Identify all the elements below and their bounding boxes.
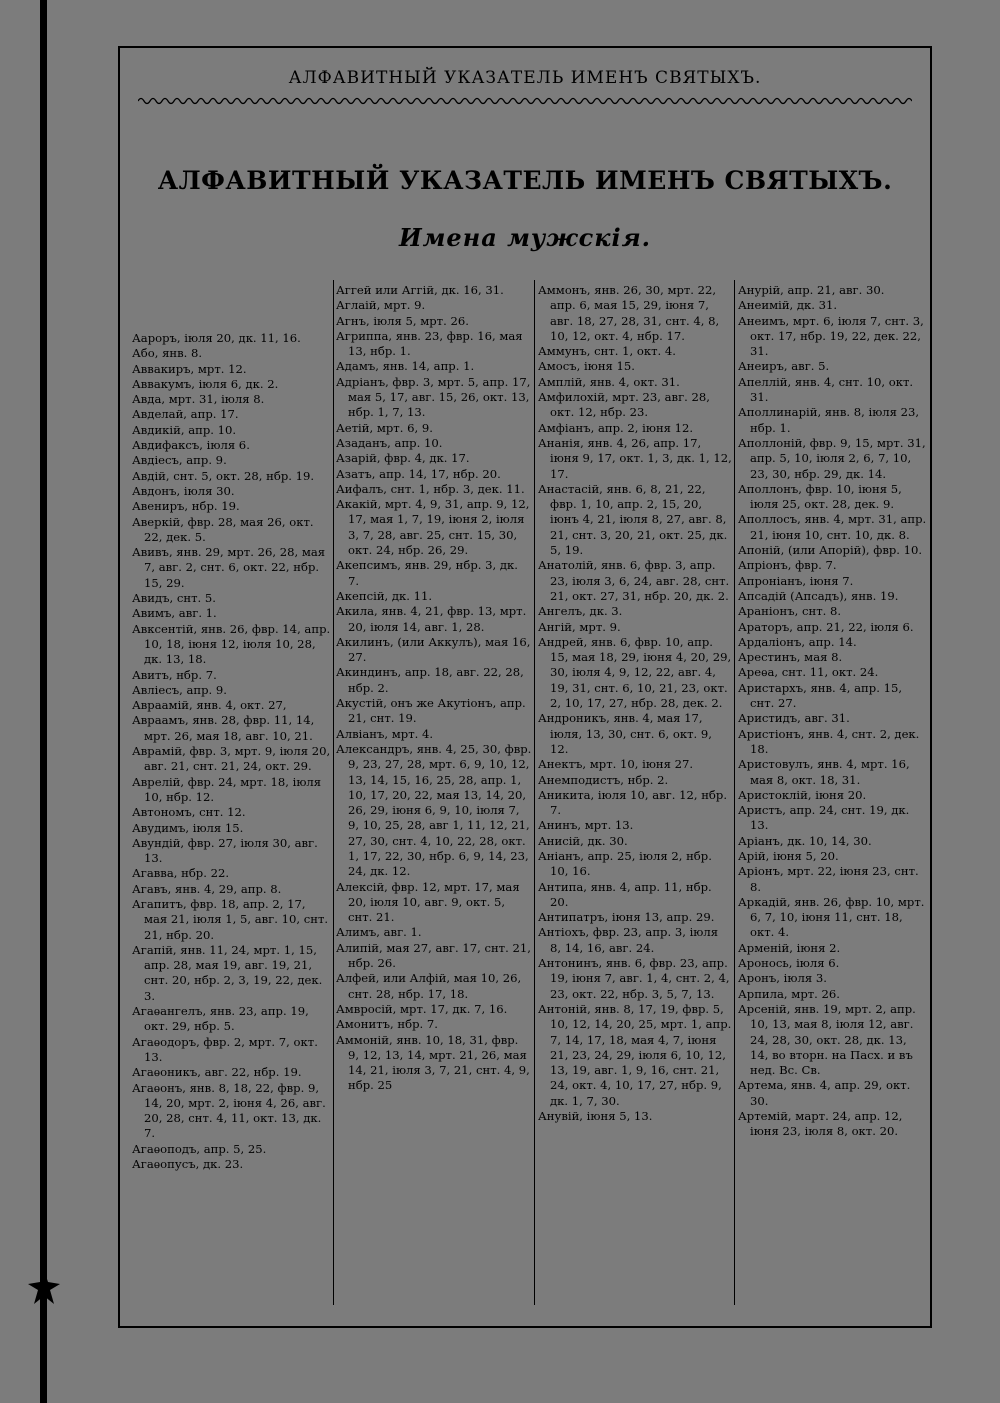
index-entry: Акиндинъ, апр. 18, авг. 22, 28, нбр. 2.: [336, 665, 524, 695]
index-entry: Авундій, фвр. 27, іюля 30, авг. 13.: [132, 835, 318, 866]
index-entry: Аристъ, апр. 24, снт. 19, дк. 13.: [738, 803, 910, 833]
index-entry: Аммоній, янв. 10, 18, 31, фвр. 9, 12, 13, 14, мрт. 21, 26, мая 14, 21, іюля 3, 7, 21, снт. 4, 9, нбр. 25: [336, 1032, 530, 1093]
index-entry: Адамъ, янв. 14, апр. 1.: [336, 359, 475, 374]
index-entry: Аврамій, фвр. 3, мрт. 9, іюля 20, авг. 21, снт. 21, 24, окт. 29.: [132, 744, 331, 774]
index-entry: Аникита, іюля 10, авг. 12, нбр. 7.: [538, 787, 728, 818]
index-entry: Агриппа, янв. 23, фвр. 16, мая 13, нбр. 1.: [336, 328, 523, 359]
index-entry: Авксентій, янв. 26, фвр. 14, апр. 10, 18, іюня 12, іюля 10, 28, дк. 13, 18.: [132, 621, 331, 667]
index-entry: Аронъ, іюля 3.: [738, 971, 827, 986]
document-page: [118, 46, 932, 1328]
index-columns: [120, 283, 930, 1303]
index-entry: Авраамъ, янв. 28, фвр. 11, 14, мрт. 26, мая 18, авг. 10, 21.: [132, 713, 315, 743]
index-column-2: [336, 283, 532, 1303]
index-entry: Анувій, іюня 5, 13.: [538, 1109, 653, 1124]
index-entry: Апроніанъ, іюня 7.: [738, 573, 854, 588]
index-entry: Акакій, мрт. 4, 9, 31, апр. 9, 12, 17, мая 1, 7, 19, іюня 2, іюля 3, 7, 28, авг. 25, снт. 15, 30, окт. 24, нбр. 26, 29.: [336, 497, 530, 558]
index-entry: Анектъ, мрт. 10, іюня 27.: [538, 757, 694, 772]
index-entry: Араніонъ, снт. 8.: [738, 604, 842, 619]
index-entry: Адріанъ, фвр. 3, мрт. 5, апр. 17, мая 5, 17, авг. 15, 26, окт. 13, нбр. 1, 7, 13.: [336, 374, 531, 420]
index-entry: Антоній, янв. 8, 17, 19, фвр. 5, 10, 12, 14, 20, 25, мрт. 1, апр. 7, 14, 17, 18, мая 4, 7, іюня 21, 23, 24, 29, іюля 6, 10, 12, 13, 19, авг. 1, 9, 16, снт. 21, 24, окт. 4, 10, 17, 27, нбр. 9, дк. 1, 7, 30.: [538, 1001, 732, 1108]
index-entry: Аввакиръ, мрт. 12.: [132, 361, 247, 376]
index-entry: Авудимъ, іюля 15.: [132, 820, 244, 835]
index-entry: Анеиръ, авг. 5.: [738, 359, 830, 374]
index-entry: Арестинъ, мая 8.: [738, 650, 843, 665]
section-subtitle: Имена мужскія.: [398, 223, 652, 252]
index-entry: Алимъ, авг. 1.: [336, 925, 422, 940]
index-entry: Агаѳопусъ, дк. 23.: [132, 1157, 244, 1172]
index-column-4: [738, 283, 928, 1303]
index-entry: Андроникъ, янв. 4, мая 17, іюля, 13, 30, снт. 6, окт. 9, 12.: [538, 711, 712, 756]
index-entry: Апеллій, янв. 4, снт. 10, окт. 31.: [738, 374, 914, 405]
index-entry: Ареѳа, снт. 11, окт. 24.: [738, 665, 879, 680]
index-entry: Авдій, снт. 5, окт. 28, нбр. 19.: [132, 468, 315, 483]
ornament-icon: [26, 1268, 62, 1308]
index-entry: Ананія, янв. 4, 26, апр. 17, іюня 9, 17, окт. 1, 3, дк. 1, 12, 17.: [538, 435, 732, 481]
index-entry: Алексій, фвр. 12, мрт. 17, мая 20, іюля 10, авг. 9, окт. 5, снт. 21.: [336, 879, 520, 925]
index-entry: Андрей, янв. 6, фвр. 10, апр. 15, мая 18, 29, іюня 4, 20, 29, 30, іюля 4, 9, 12, 22, авг. 4, 19, 31, снт. 6, 10, 21, 23, окт. 2, 10, 17, 27, нбр. 28, дек. 2.: [538, 634, 732, 711]
index-entry: Азатъ, апр. 14, 17, нбр. 20.: [336, 466, 501, 481]
index-entry: Аристоклій, іюня 20.: [738, 787, 867, 802]
index-entry: Аристіонъ, янв. 4, снт. 2, дек. 18.: [738, 726, 920, 756]
main-title: АЛФАВИТНЫЙ УКАЗАТЕЛЬ ИМЕНЪ СВЯТЫХЪ.: [157, 166, 893, 195]
index-entry: Авделай, апр. 17.: [132, 407, 239, 422]
index-entry: Анисій, дк. 30.: [538, 833, 628, 848]
index-entry: Акилинъ, (или Аккулъ), мая 16, 27.: [336, 634, 531, 665]
index-entry: Антипа, янв. 4, апр. 11, нбр. 20.: [538, 879, 712, 909]
index-entry: Авидъ, снт. 5.: [132, 591, 216, 606]
index-entry: Акепсій, дк. 11.: [336, 588, 433, 603]
index-entry: Антонинъ, янв. 6, фвр. 23, апр. 19, іюня 7, авг. 1, 4, снт. 2, 4, 23, окт. 22, нбр. 3, 5, 7, 13.: [538, 956, 730, 1001]
index-entry: Антипатръ, іюня 13, апр. 29.: [538, 910, 715, 925]
index-entry: Акила, янв. 4, 21, фвр. 13, мрт. 20, іюля 14, авг. 1, 28.: [336, 604, 527, 634]
index-entry: Ардаліонъ, апр. 14.: [738, 634, 857, 649]
index-entry: Аніанъ, апр. 25, іюля 2, нбр. 10, 16.: [538, 848, 712, 879]
index-entry: Артемій, март. 24, апр. 12, іюня 23, іюля 8, окт. 20.: [738, 1109, 903, 1139]
index-entry: Акепсимъ, янв. 29, нбр. 3, дк. 7.: [336, 558, 518, 588]
index-entry: Авитъ, нбр. 7.: [132, 667, 217, 682]
index-entry: Аріанъ, дк. 10, 14, 30.: [738, 833, 872, 848]
index-entry: Аполлинарій, янв. 8, іюля 23, нбр. 1.: [738, 405, 920, 435]
index-entry: Аристидъ, авг. 31.: [738, 711, 850, 726]
index-entry: Анинъ, мрт. 13.: [538, 818, 634, 833]
index-entry: Апоній, (или Апорій), фвр. 10.: [738, 543, 923, 558]
index-entry: Амосъ, іюня 15.: [538, 359, 635, 374]
index-entry: Авимъ, авг. 1.: [132, 606, 217, 621]
index-entry: Азарій, фвр. 4, дк. 17.: [336, 451, 470, 466]
index-entry: Авраамій, янв. 4, окт. 27,: [132, 698, 287, 713]
index-entry: Александръ, янв. 4, 25, 30, фвр. 9, 23, 27, 28, мрт. 6, 9, 10, 12, 13, 14, 15, 16, 25, 28, апр. 1, 10, 17, 20, 22, мая 13, 14, 20, 26, 29, іюня 6, 9, 10, іюля 7, 9, 10, 25, 28, авг 1, 11, 12, 21, 27, 30, снт. 4, 10, 22, 28, окт. 1, 17, 22, 30, нбр. 6, 9, 14, 23, 24, дк. 12.: [336, 741, 532, 879]
index-entry: Анемподистъ, нбр. 2.: [538, 772, 669, 787]
index-entry: Аронось, іюля 6.: [738, 956, 840, 971]
index-entry: Аріонъ, мрт. 22, іюня 23, снт. 8.: [738, 864, 919, 894]
index-entry: Амвросій, мрт. 17, дк. 7, 16.: [336, 1001, 508, 1016]
index-entry: Алфей, или Алфій, мая 10, 26, снт. 28, нбр. 17, 18.: [336, 971, 522, 1001]
index-entry: Авдикій, апр. 10.: [132, 422, 237, 437]
index-column-1: [132, 331, 332, 1351]
index-entry: Аполлонъ, фвр. 10, іюня 5, іюля 25, окт. 28, дек. 9.: [738, 481, 902, 512]
index-entry: Авліесъ, апр. 9.: [132, 682, 227, 697]
index-entry: Агаѳоникъ, авг. 22, нбр. 19.: [132, 1065, 302, 1080]
running-header: АЛФАВИТНЫЙ УКАЗАТЕЛЬ ИМЕНЪ СВЯТЫХЪ.: [288, 68, 762, 88]
index-entry: Аристовулъ, янв. 4, мрт. 16, мая 8, окт. 18, 31.: [738, 757, 910, 787]
index-entry: Авдіесъ, апр. 9.: [132, 453, 227, 468]
index-entry: Анастасій, янв. 6, 8, 21, 22, фвр. 1, 10, апр. 2, 15, 20, іюнъ 4, 21, іюля 8, 27, авг. 8, 21, снт. 3, 20, 21, окт. 25, дк. 5, 19.: [538, 481, 728, 558]
index-entry: Агаѳонъ, янв. 8, 18, 22, фвр. 9, 14, 20, мрт. 2, іюня 4, 26, авг. 20, 28, снт. 4, 11, окт. 13, дк. 7.: [132, 1080, 326, 1141]
index-entry: Аполлоній, фвр. 9, 15, мрт. 31, апр. 5, 10, іюля 2, 6, 7, 10, 23, 30, нбр. 29, дк. 14.: [738, 435, 926, 481]
index-entry: Аглаій, мрт. 9.: [336, 298, 426, 313]
index-entry: Авдонъ, іюля 30.: [132, 483, 235, 498]
index-entry: Аггей или Аггій, дк. 16, 31.: [336, 283, 504, 297]
index-entry: Азаданъ, апр. 10.: [336, 435, 443, 450]
index-entry: Алипій, мая 27, авг. 17, снт. 21, нбр. 26.: [336, 940, 531, 971]
index-entry: Акустій, онъ же Акутіонъ, апр. 21, снт. 19.: [336, 696, 526, 726]
column-divider: [534, 280, 535, 1305]
index-entry: Агавва, нбр. 22.: [132, 866, 230, 881]
index-entry: Або, янв. 8.: [132, 346, 203, 361]
column-divider: [734, 280, 735, 1305]
index-entry: Арменій, іюня 2.: [738, 940, 841, 955]
index-entry: Агаѳангелъ, янв. 23, апр. 19, окт. 29, нбр. 5.: [132, 1004, 309, 1034]
index-entry: Анеимъ, мрт. 6, іюля 7, снт. 3, окт. 17, нбр. 19, 22, дек. 22, 31.: [738, 313, 924, 359]
index-entry: Аристархъ, янв. 4, апр. 15, снт. 27.: [738, 680, 903, 711]
index-entry: Автономъ, снт. 12.: [132, 805, 246, 820]
index-entry: Агнъ, іюля 5, мрт. 26.: [336, 313, 469, 328]
index-entry: Алвіанъ, мрт. 4.: [336, 726, 434, 741]
index-entry: Арпила, мрт. 26.: [738, 986, 840, 1001]
index-entry: Агапій, янв. 11, 24, мрт. 1, 15, апр. 28, мая 19, авг. 19, 21, снт. 20, нбр. 2, 3, 19, 22, дек. 3.: [132, 942, 323, 1003]
index-entry: Антіохъ, фвр. 23, апр. 3, іюля 8, 14, 16, авг. 24.: [538, 925, 719, 955]
index-entry: Аркадій, янв. 26, фвр. 10, мрт. 6, 7, 10, іюня 11, снт. 18, окт. 4.: [738, 894, 925, 940]
index-entry: Авивъ, янв. 29, мрт. 26, 28, мая 7, авг. 2, снт. 6, окт. 22, нбр. 15, 29.: [132, 545, 326, 590]
index-entry: Апсадій (Апсадъ), янв. 19.: [738, 588, 899, 603]
index-entry: Авдифаксъ, іюля 6.: [132, 438, 250, 453]
page-binding-edge: [40, 0, 47, 1403]
index-entry: Амфилохій, мрт. 23, авг. 28, окт. 12, нбр. 23.: [538, 390, 710, 420]
index-entry: Агаѳодоръ, фвр. 2, мрт. 7, окт. 13.: [132, 1034, 318, 1064]
index-entry: Ангій, мрт. 9.: [538, 619, 621, 634]
index-entry: Авда, мрт. 31, іюля 8.: [132, 392, 265, 407]
index-column-3: [538, 283, 732, 1303]
index-entry: Авениръ, нбр. 19.: [132, 499, 240, 514]
index-entry: Апріонъ, фвр. 7.: [738, 558, 837, 573]
index-entry: Амплій, янв. 4, окт. 31.: [538, 374, 680, 389]
column-divider: [333, 280, 334, 1305]
index-entry: Агаѳоподъ, апр. 5, 25.: [132, 1141, 267, 1156]
wavy-rule: [138, 96, 912, 106]
index-entry: Анеимій, дк. 31.: [738, 298, 838, 313]
index-entry: Амонитъ, нбр. 7.: [336, 1017, 438, 1032]
index-entry: Аммунъ, снт. 1, окт. 4.: [538, 344, 676, 359]
index-entry: Аетій, мрт. 6, 9.: [336, 420, 433, 435]
index-entry: Арій, іюня 5, 20.: [738, 848, 839, 863]
index-entry: Агавъ, янв. 4, 29, апр. 8.: [132, 881, 282, 896]
index-entry: Аполлосъ, янв. 4, мрт. 31, апр. 21, іюня 10, снт. 10, дк. 8.: [738, 512, 927, 542]
index-entry: Амфіанъ, апр. 2, іюня 12.: [538, 420, 694, 435]
index-entry: Арсеній, янв. 19, мрт. 2, апр. 10, 13, мая 8, іюля 12, авг. 24, 28, 30, окт. 28, дк. 13, 14, во вторн. на Пасх. и въ нед. Вс. Св.: [738, 1001, 916, 1078]
index-entry: Ангелъ, дк. 3.: [538, 604, 623, 619]
index-entry: Анурій, апр. 21, авг. 30.: [738, 283, 885, 297]
index-entry: Аврелій, фвр. 24, мрт. 18, іюля 10, нбр. 12.: [132, 774, 322, 804]
index-entry: Аароръ, іюля 20, дк. 11, 16.: [132, 331, 301, 345]
index-entry: Аифалъ, снт. 1, нбр. 3, дек. 11.: [336, 481, 525, 496]
index-entry: Аввакумъ, іюля 6, дк. 2.: [132, 376, 279, 391]
index-entry: Аверкій, фвр. 28, мая 26, окт. 22, дек. 5.: [132, 514, 314, 544]
index-entry: Артема, янв. 4, апр. 29, окт. 30.: [738, 1078, 911, 1108]
index-entry: Агапитъ, фвр. 18, апр. 2, 17, мая 21, іюля 1, 5, авг. 10, снт. 21, нбр. 20.: [132, 896, 329, 942]
index-entry: Анатолій, янв. 6, фвр. 3, апр. 23, іюля 3, 6, 24, авг. 28, снт. 21, окт. 27, 31, нбр. 20, дк. 2.: [538, 558, 730, 603]
index-entry: Аммонъ, янв. 26, 30, мрт. 22, апр. 6, мая 15, 29, іюня 7, авг. 18, 27, 28, 31, снт. 4, 8, 10, 12, окт. 4, нбр. 17.: [538, 283, 720, 343]
index-entry: Араторъ, апр. 21, 22, іюля 6.: [738, 619, 914, 634]
